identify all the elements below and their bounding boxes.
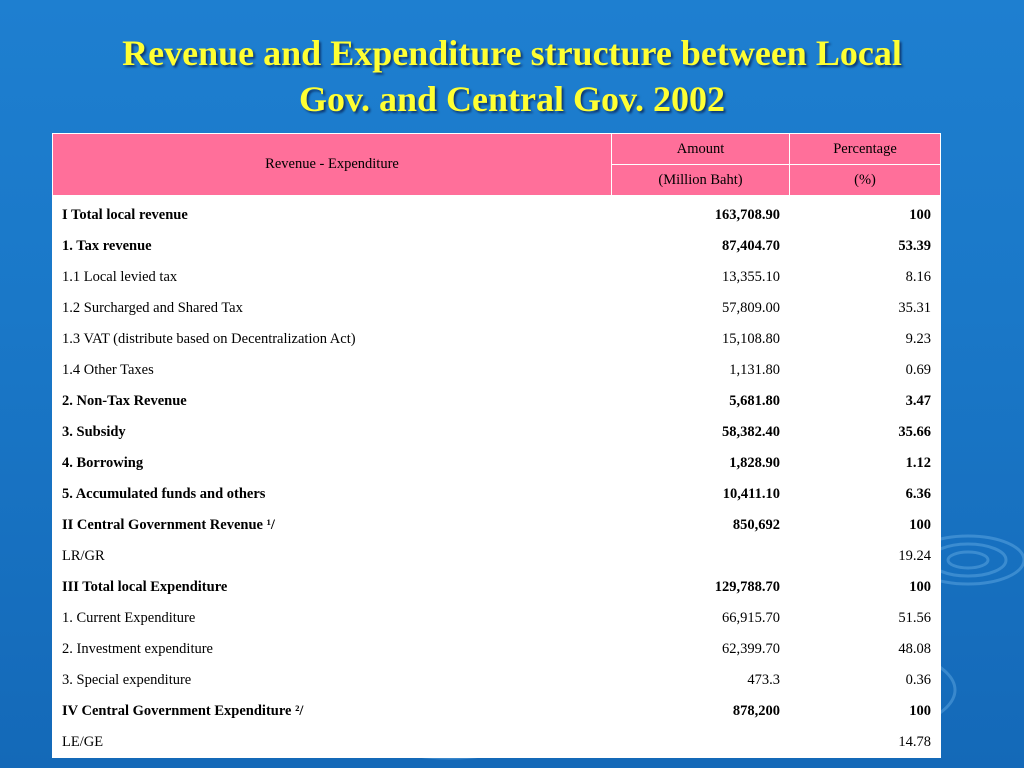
table-row <box>53 262 941 293</box>
row-amount: 15,108.80 <box>612 324 790 355</box>
row-amount <box>612 541 790 572</box>
row-amount: 62,399.70 <box>612 634 790 665</box>
row-amount: 850,692 <box>612 510 790 541</box>
row-amount: 58,382.40 <box>612 417 790 448</box>
row-label: 3. Special expenditure <box>53 665 612 696</box>
row-label: 1.2 Surcharged and Shared Tax <box>53 293 612 324</box>
table-row <box>53 727 941 758</box>
row-percentage: 35.66 <box>790 417 941 448</box>
row-amount: 1,131.80 <box>612 355 790 386</box>
table-row <box>53 386 941 417</box>
header-percentage-unit: (%) <box>790 165 941 196</box>
row-percentage: 1.12 <box>790 448 941 479</box>
row-label: 3. Subsidy <box>53 417 612 448</box>
row-label: 2. Investment expenditure <box>53 634 612 665</box>
table-row <box>53 603 941 634</box>
row-label: III Total local Expenditure <box>53 572 612 603</box>
row-amount: 878,200 <box>612 696 790 727</box>
table-row <box>53 510 941 541</box>
table-row <box>53 448 941 479</box>
row-percentage: 3.47 <box>790 386 941 417</box>
table-row <box>53 541 941 572</box>
row-amount: 10,411.10 <box>612 479 790 510</box>
row-label: 1. Tax revenue <box>53 231 612 262</box>
row-percentage: 9.23 <box>790 324 941 355</box>
header-revenue-expenditure: Revenue - Expenditure <box>53 134 612 196</box>
table-row <box>53 634 941 665</box>
row-percentage: 100 <box>790 510 941 541</box>
row-percentage: 6.36 <box>790 479 941 510</box>
row-amount: 87,404.70 <box>612 231 790 262</box>
row-label: II Central Government Revenue ¹/ <box>53 510 612 541</box>
table-row <box>53 231 941 262</box>
row-percentage: 100 <box>790 572 941 603</box>
row-label: 1. Current Expenditure <box>53 603 612 634</box>
row-percentage: 0.69 <box>790 355 941 386</box>
slide-title <box>0 30 1024 122</box>
title-line-2: Gov. and Central Gov. 2002 <box>298 79 726 119</box>
table-row <box>53 696 941 727</box>
row-amount: 57,809.00 <box>612 293 790 324</box>
row-label: 2. Non-Tax Revenue <box>53 386 612 417</box>
table-row <box>53 293 941 324</box>
row-amount: 13,355.10 <box>612 262 790 293</box>
row-label: IV Central Government Expenditure ²/ <box>53 696 612 727</box>
row-amount: 473.3 <box>612 665 790 696</box>
table-row <box>53 479 941 510</box>
row-percentage: 0.36 <box>790 665 941 696</box>
row-percentage: 100 <box>790 696 941 727</box>
row-percentage: 8.16 <box>790 262 941 293</box>
row-amount: 1,828.90 <box>612 448 790 479</box>
row-label: 1.3 VAT (distribute based on Decentralization Act) <box>53 324 612 355</box>
row-label: 1.4 Other Taxes <box>53 355 612 386</box>
row-percentage: 100 <box>790 196 941 231</box>
table-row <box>53 417 941 448</box>
header-amount-unit: (Million Baht) <box>612 165 790 196</box>
row-amount: 66,915.70 <box>612 603 790 634</box>
title-line-1: Revenue and Expenditure structure between Local <box>122 33 902 73</box>
table-row <box>53 665 941 696</box>
row-label: LR/GR <box>53 541 612 572</box>
table-row <box>53 196 941 231</box>
row-percentage: 48.08 <box>790 634 941 665</box>
row-label: I Total local revenue <box>53 196 612 231</box>
header-amount: Amount <box>612 134 790 165</box>
revenue-expenditure-table <box>52 133 941 758</box>
row-label: 1.1 Local levied tax <box>53 262 612 293</box>
row-percentage: 53.39 <box>790 231 941 262</box>
table-row <box>53 355 941 386</box>
row-amount: 163,708.90 <box>612 196 790 231</box>
table-row <box>53 324 941 355</box>
row-amount: 129,788.70 <box>612 572 790 603</box>
row-percentage: 35.31 <box>790 293 941 324</box>
row-label: 5. Accumulated funds and others <box>53 479 612 510</box>
header-percentage: Percentage <box>790 134 941 165</box>
row-amount: 5,681.80 <box>612 386 790 417</box>
row-label: 4. Borrowing <box>53 448 612 479</box>
row-amount <box>612 727 790 758</box>
table-row <box>53 572 941 603</box>
row-percentage: 19.24 <box>790 541 941 572</box>
row-percentage: 14.78 <box>790 727 941 758</box>
row-label: LE/GE <box>53 727 612 758</box>
row-percentage: 51.56 <box>790 603 941 634</box>
